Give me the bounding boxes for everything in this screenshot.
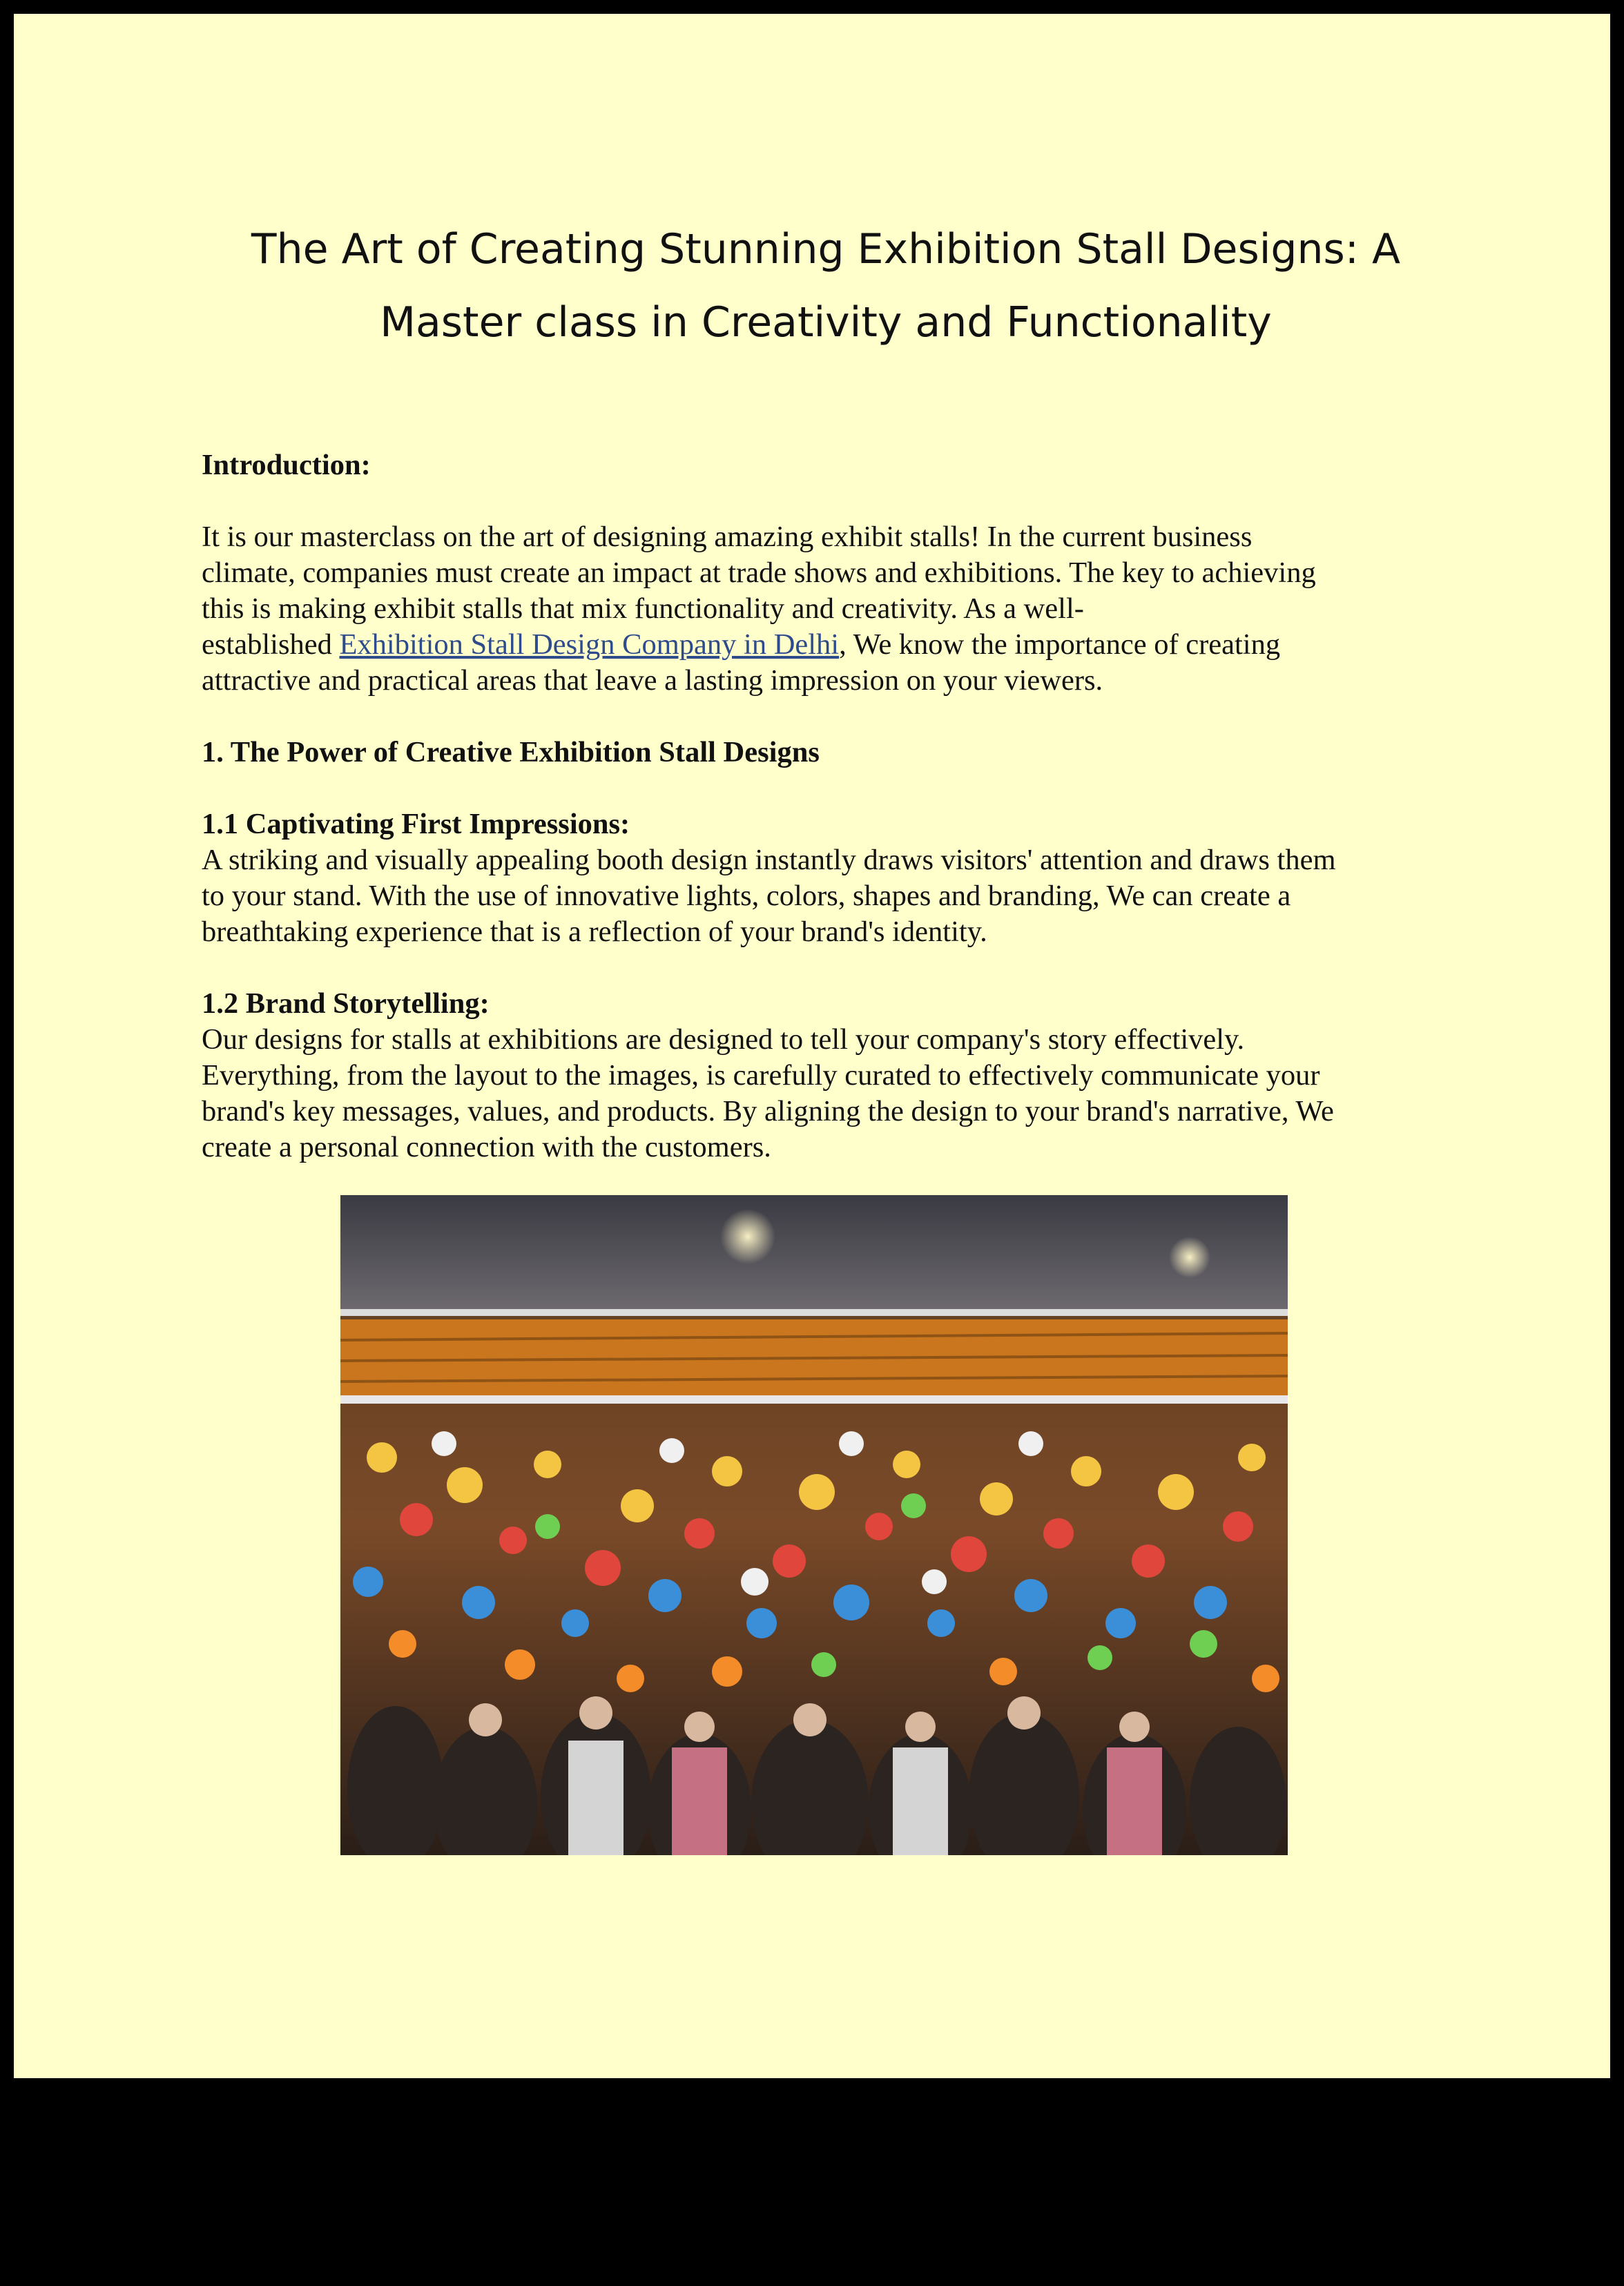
- intro-paragraph: [202, 519, 1444, 699]
- ceiling-light: [720, 1209, 775, 1264]
- subsection-1-1-line-2: to your stand. With the use of innovative lights, colors, shapes and branding, We can create a: [202, 880, 1291, 912]
- title-line-2: Master class in Creativity and Functionality: [380, 298, 1272, 347]
- subsection-1-1-line-1: A striking and visually appealing booth design instantly draws visitors' attention and draws them: [202, 844, 1336, 876]
- subsection-1-1-heading: 1.1 Captivating First Impressions:: [202, 808, 630, 840]
- title-line-1: The Art of Creating Stunning Exhibition Stall Designs: A: [251, 225, 1401, 273]
- intro-line-1: It is our masterclass on the art of designing amazing exhibit stalls! In the current business: [202, 521, 1253, 553]
- subsection-1-2-line-1: Our designs for stalls at exhibitions are designed to tell your company's story effectively.: [202, 1023, 1245, 1056]
- intro-line-4-before: established: [202, 628, 340, 661]
- subsection-1-1-paragraph: [202, 842, 1444, 950]
- upper-rail: [340, 1309, 1288, 1316]
- exhibition-stall-company-link[interactable]: Exhibition Stall Design Company in Delhi: [339, 628, 840, 661]
- subsection-1-2-paragraph: [202, 1022, 1444, 1165]
- spacer: [202, 771, 1444, 806]
- subsection-1-2-line-2: Everything, from the layout to the images, is carefully curated to effectively communicate your: [202, 1059, 1320, 1092]
- intro-line-4: [202, 627, 1444, 663]
- spacer: [202, 699, 1444, 735]
- intro-line-3: this is making exhibit stalls that mix functionality and creativity. As a well-: [202, 592, 1084, 625]
- document-title: [180, 213, 1472, 359]
- document-page: [14, 14, 1610, 2078]
- document-body: [202, 447, 1444, 1165]
- spacer: [202, 950, 1444, 986]
- exhibition-hall-photo: [340, 1195, 1288, 1855]
- intro-line-4-after: , We know the importance of creating: [839, 628, 1281, 661]
- canopy-rail: [340, 1395, 1288, 1404]
- subsection-1-1-line-3: breathtaking experience that is a reflection of your brand's identity.: [202, 916, 987, 948]
- subsection-1-2-line-4: create a personal connection with the customers.: [202, 1131, 771, 1163]
- ceiling-light: [1169, 1237, 1210, 1278]
- section-1-heading: 1. The Power of Creative Exhibition Stall Designs: [202, 736, 820, 768]
- intro-line-5: attractive and practical areas that leave a lasting impression on your viewers.: [202, 664, 1103, 697]
- ceiling: [340, 1195, 1288, 1312]
- intro-line-2: climate, companies must create an impact at trade shows and exhibitions. The key to achieving: [202, 556, 1316, 589]
- spacer: [202, 483, 1444, 519]
- subsection-1-2-line-3: brand's key messages, values, and products. By aligning the design to your brand's narrative, We: [202, 1095, 1334, 1127]
- subsection-1-2-heading: 1.2 Brand Storytelling:: [202, 987, 490, 1020]
- intro-heading: Introduction:: [202, 449, 371, 481]
